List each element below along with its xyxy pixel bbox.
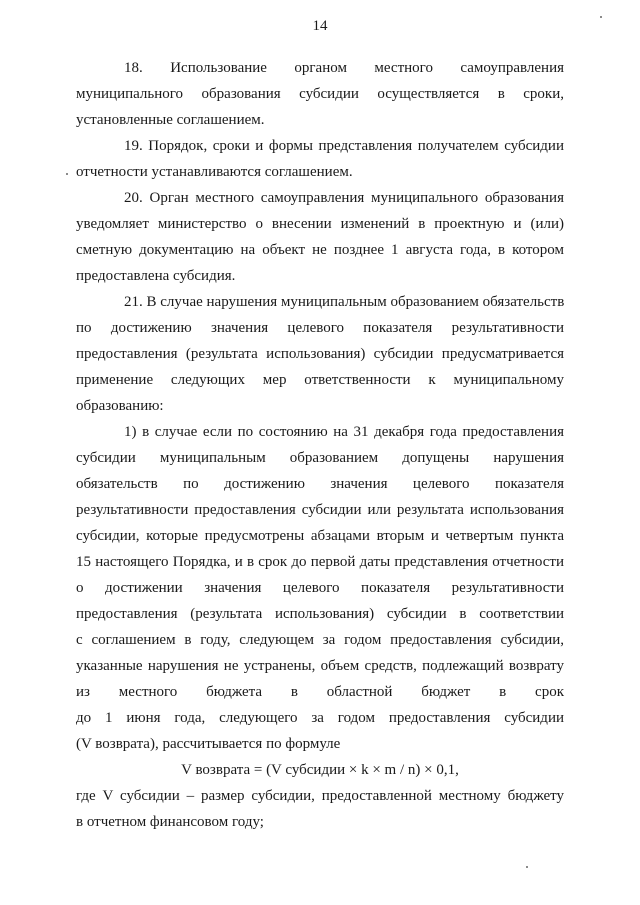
page-number: 14 [312, 18, 328, 34]
text-line: 19. Порядок, сроки и формы представления получателем субсидии [124, 138, 564, 154]
text-line: указанные нарушения не устранены, объем средств, подлежащий возврату [76, 658, 564, 674]
text-line: предоставления (результата использования) субсидии предусматривается [76, 346, 564, 362]
text-line: с соглашением в году, следующем за годом предоставления субсидии, [76, 632, 564, 648]
text-line: отчетности устанавливаются соглашением. [76, 164, 353, 180]
text-line: до 1 июня года, следующего за годом предоставления субсидии [76, 710, 564, 726]
text-line: из местного бюджета в областной бюджет в срок [76, 684, 564, 700]
text-line: где V субсидии – размер субсидии, предоставленной местному бюджету [76, 788, 564, 804]
text-line: 18. Использование органом местного самоуправления [124, 60, 564, 76]
text-line: предоставления (результата использования) субсидии в соответствии [76, 606, 564, 622]
formula: V возврата = (V субсидии × k × m / n) × 0,1, [181, 762, 459, 778]
text-line: сметную документацию на объект не позднее 1 августа года, в котором [76, 242, 564, 258]
text-line: о достижении значения целевого показателя результативности [76, 580, 564, 596]
text-line: уведомляет министерство о внесении изменений в проектную и (или) [76, 216, 564, 232]
text-line: в отчетном финансовом году; [76, 814, 264, 830]
text-line: 15 настоящего Порядка, и в срок до первой даты представления отчетности [76, 554, 564, 570]
scan-speck [600, 16, 602, 18]
scan-speck [66, 173, 68, 175]
formula-explanation [76, 783, 564, 835]
text-line: результативности предоставления субсидии или результата использования [76, 502, 564, 518]
text-line: 20. Орган местного самоуправления муниципального образования [124, 190, 564, 206]
text-line: муниципального образования субсидии осуществляется в сроки, [76, 86, 564, 102]
text-line: субсидии, которые предусмотрены абзацами вторым и четвертым пункта [76, 528, 564, 544]
paragraph-20 [76, 185, 564, 289]
subparagraph-21-1 [76, 419, 564, 757]
text-line: субсидии муниципальным образованием допущены нарушения [76, 450, 564, 466]
text-line: применение следующих мер ответственности к муниципальному [76, 372, 564, 388]
text-line: 1) в случае если по состоянию на 31 декабря года предоставления [124, 424, 564, 440]
text-line: по достижению значения целевого показателя результативности [76, 320, 564, 336]
text-line: (V возврата), рассчитывается по формуле [76, 736, 341, 752]
text-line: установленные соглашением. [76, 112, 265, 128]
text-line: образованию: [76, 398, 164, 414]
text-line: обязательств по достижению значения целевого показателя [76, 476, 564, 492]
text-line: 21. В случае нарушения муниципальным образованием обязательств [124, 294, 565, 310]
document-body [76, 55, 564, 835]
scan-speck [526, 866, 528, 868]
paragraph-19 [76, 133, 564, 185]
paragraph-18 [76, 55, 564, 133]
text-line: предоставлена субсидия. [76, 268, 236, 284]
paragraph-21 [76, 289, 564, 419]
